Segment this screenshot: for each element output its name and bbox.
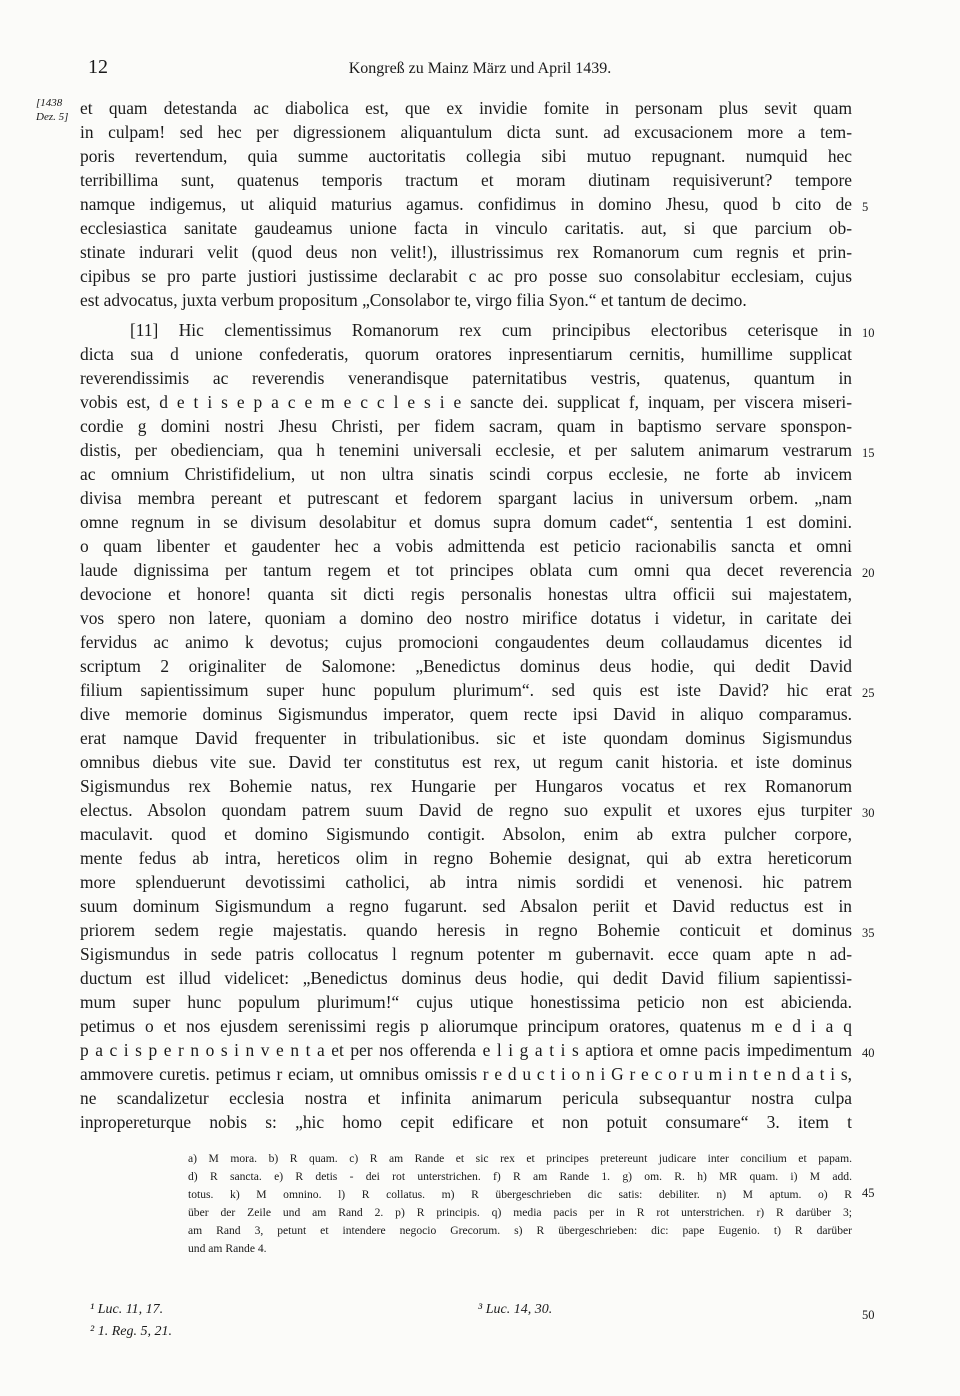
text-line: namque indigemus, ut aliquid maturius agamus. confidimus in domino Jhesu, quod b cito de: [80, 194, 852, 214]
text-line: erat namque David frequenter in tribulationibus. sic et iste quondam dominus Sigismundus: [80, 728, 852, 748]
text-line: [11] Hic clementissimus Romanorum rex cum principibus electoribus ceterisque in: [130, 320, 852, 340]
line-number: 30: [862, 806, 875, 820]
page-number: 12: [88, 56, 108, 78]
text-line: priorem sedem regie majestatis. quando heresis in regno Bohemie conticuit et dominus: [80, 920, 852, 940]
text-line: laude dignissima per tantum regem et tot principes oblata cum omni qua decet reverencia: [80, 560, 852, 580]
text-line: in culpam! sed hec per digressionem aliquantulum dicta sunt. ad excusacionem more a tem-: [80, 122, 852, 142]
line-number: 40: [862, 1046, 875, 1060]
text-line: electus. Absolon quondam patrem suum David de regno suo expulit et uxores ejus turpiter: [80, 800, 852, 820]
text-line: ne scandalizetur ecclesia nostra et infinita animarum pericula subsequantur nostra culpa: [80, 1088, 852, 1108]
text-line: devocione et honore! quanta sit dicti regis personalis honestas ultra officii sui majestatem,: [80, 584, 852, 604]
text-line: vos spero non latere, quoniam a domino deo nostro mirifice dotatus i videtur, in caritate dei: [80, 608, 852, 628]
text-line: suum dominum Sigismundum a regno fugarunt. sed Absalon periit et David reductus est in: [80, 896, 852, 916]
text-line: inpropereturque nobis s: „hic homo cepit edificare et non potuit consumare“ 3. item t: [80, 1112, 852, 1132]
line-number: 20: [862, 566, 875, 580]
text-line: o quam libenter et gaudenter hec a vobis admittenda est peticio racionabilis sancta et omni: [80, 536, 852, 556]
line-number: 5: [862, 200, 869, 214]
margin-date-line-2: Dez. 5]: [36, 111, 69, 123]
source-note-1: ¹ Luc. 11, 17.: [90, 1302, 164, 1317]
running-title: Kongreß zu Mainz März und April 1439.: [348, 60, 612, 77]
text-line: mente fedus ab intra, hereticos olim in regno Bohemie designat, qui ab extra hereticorum: [80, 848, 852, 868]
text-line: fervidus ac animo k devotus; cujus promocioni congaudentes deum collaudamus dicentes id: [80, 632, 852, 652]
text-line: divisa membra pereant et putrescant et fedorem spargant lacius in universum orbem. „nam: [80, 488, 852, 508]
text-line: dicta sua d unione confederatis, quorum oratores inpresentiarum cernitis, humillime supplicat: [80, 344, 852, 364]
text-line: reverendissimis ac reverendis venerandisque paternitatibus vestris, quatenus, quantum in: [80, 368, 852, 388]
text-line: distis, per obedienciam, qua h tenemini universali ecclesie, et per salutem animarum vestrarum: [80, 440, 852, 460]
text-line: ac omnium Christifidelium, ut non ultra sinatis scindi corpus ecclesie, ne forte ab invicem: [80, 464, 852, 484]
text-line: poris revertendum, quia summe auctoritatis collegia sibi mutuo repugnant. numquid hec: [80, 146, 852, 166]
text-line: omne regnum in se divisum desolabitur et domus supra domum cadet“, sententia 1 est domini.: [80, 512, 852, 532]
apparatus-line: und am Rande 4.: [188, 1242, 267, 1255]
text-line: Sigismundus in sede patris collocatus l regnum potenter m gubernavit. ecce quam apte n ad-: [80, 944, 852, 964]
line-number: 25: [862, 686, 875, 700]
text-line: vobis est, d e t i s e p a c e m e c c l e s i e sancte dei. supplicat f, inquam, per viscera miseri-: [80, 392, 852, 412]
text-line: scriptum 2 originaliter de Salomone: „Benedictus dominus deus hodie, qui dedit David: [80, 656, 852, 676]
text-line: stinate indurari velit (quod deus non velit!), illustrissimus rex Romanorum cum regnis et prin-: [80, 242, 852, 262]
text-line: est advocatus, juxta verbum propositum „Consolabor te, virgo filia Syon.“ et tantum de decimo.: [80, 290, 747, 310]
text-line: petimus o et nos ejusdem serenissimi regis p aliorumque principum oratores, quatenus m e d i a q: [80, 1016, 852, 1036]
apparatus-line: d) R sancta. e) R detis - dei rot unterstrichen. f) R am Rande 1. g) om. R. h) MR quam. i) M add.: [188, 1170, 852, 1183]
text-line: more splenduerunt devotissimi catholici, ab intra nimis sordidi et venenosi. hic patrem: [80, 872, 852, 892]
text-line: Sigismundus rex Bohemie natus, rex Hungarie per Hungaros vocatus et rex Romanorum: [80, 776, 852, 796]
text-line: terribillima sunt, quatenus temporis tractum et moram diutinam requisiverunt? tempore: [80, 170, 852, 190]
line-number: 50: [862, 1308, 875, 1322]
margin-date-line-1: [1438: [36, 97, 63, 109]
line-number: 15: [862, 446, 875, 460]
margin-date-note: [36, 96, 68, 124]
line-number: 10: [862, 326, 875, 340]
text-line: ductum est illud videlicet: „Benedictus dominus deus hodie, qui dedit David filium sapientissi-: [80, 968, 852, 988]
line-number: 45: [862, 1186, 875, 1200]
text-line: dive memorie dominus Sigismundus imperator, quem recte ipsi David in aliquo comparamus.: [80, 704, 852, 724]
text-line: mum super hunc populum plurimum!“ cujus utique honestissima peticio non est abicienda.: [80, 992, 852, 1012]
apparatus-line: am Rand 3, petunt et intendere negocio Grecorum. s) R übergeschrieben: dic: pape Eugenio. t) R darüber: [188, 1224, 852, 1237]
source-note-2: ² 1. Reg. 5, 21.: [90, 1324, 172, 1339]
text-line: p a c i s p e r n o s i n v e n t a et per nos offerenda e l i g a t i s aptiora et omne pacis impedimentum: [80, 1040, 852, 1060]
critical-apparatus: [188, 1150, 852, 1258]
source-note-3: ³ Luc. 14, 30.: [478, 1302, 553, 1317]
text-line: et quam detestanda ac diabolica est, que ex invidie fomite in personam plus sevit quam: [80, 98, 852, 118]
apparatus-line: totus. k) M omnino. l) R collatus. m) R übergeschrieben dic satis: debiliter. n) M aptum. o) R: [188, 1188, 852, 1201]
text-line: maculavit. quod et domino Sigismundo contigit. Absolon, enim ab extra pulcher corpore,: [80, 824, 852, 844]
text-line: ecclesiastica sanitate gaudeamus unione facta in vinculo caritatis. aut, si que parcium ob-: [80, 218, 852, 238]
apparatus-line: über der Zeile und am Rand 2. p) R principis. q) media pacis per in R rot unterstrichen. r) R darüber 3;: [188, 1206, 852, 1219]
text-line: ammovere curetis. petimus r eciam, ut omnibus omissis r e d u c t i o n i G r e c o r u m i n t e n d a t i s,: [80, 1064, 852, 1084]
text-line: omnibus diebus vite sue. David ter constitutus est rex, ut regum canit historia. et iste dominus: [80, 752, 852, 772]
text-line: cipibus se pro parte justiori justissime declarabit c ac pro posse suo consolabitur ecclesiam, cujus: [80, 266, 852, 286]
apparatus-line: a) M mora. b) R quam. c) R am Rande et sic rex et principes pretereunt judicare inter concilium et papam.: [188, 1152, 852, 1165]
text-line: filium sapientissimum super hunc populum plurimum“. sed quis est iste David? hic erat: [80, 680, 852, 700]
text-line: cordie g domini nostri Jhesu Christi, per fidem sacram, quam in baptismo servare sponspon-: [80, 416, 852, 436]
line-number: 35: [862, 926, 875, 940]
